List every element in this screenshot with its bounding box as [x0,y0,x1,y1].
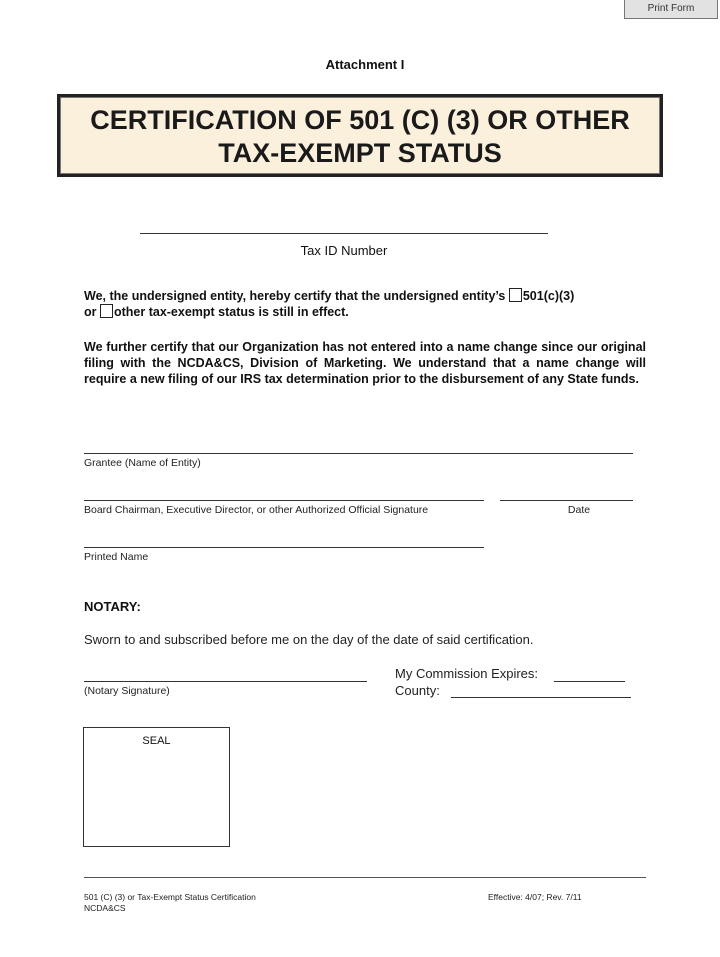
notary-signature-label: (Notary Signature) [84,685,170,697]
notary-signature-field[interactable] [84,681,367,682]
certify-text: We, the undersigned entity, hereby certify that the undersigned entity’s [84,289,509,303]
seal-box [83,727,230,847]
notary-heading: NOTARY: [84,599,141,614]
grantee-label: Grantee (Name of Entity) [84,457,201,469]
printed-name-field[interactable] [84,547,484,548]
signature-field[interactable] [84,500,484,501]
county-label: County: [395,683,440,698]
footer-form-name: 501 (C) (3) or Tax-Exempt Status Certification [84,892,256,902]
printed-name-label: Printed Name [84,551,149,563]
commission-expires-label: My Commission Expires: [395,666,539,681]
checkbox-501c3[interactable] [509,288,522,302]
commission-expires-field[interactable] [554,681,625,682]
certify-paragraph [84,288,646,320]
footer-agency: NCDA&CS [84,903,126,913]
print-form-button[interactable]: Print Form [624,0,718,19]
signature-label: Board Chairman, Executive Director, or other Authorized Official Signature [84,504,429,516]
grantee-field[interactable] [84,453,633,454]
attachment-label: Attachment I [325,57,405,72]
checkbox-501c3-label: 501(c)(3) [522,289,575,303]
checkbox-other-exempt-label: other tax-exempt status is still in effect. [113,305,349,319]
form-title-line2: TAX-EXEMPT STATUS [218,138,502,168]
tax-id-field[interactable] [140,233,548,234]
further-certify-paragraph: We further certify that our Organization has not entered into a name change since our original filing with the NCDA&CS, Division of Marketing. We understand that a name change will require a new filing of our IRS tax determination prior to the disbursement of any State funds. [84,340,646,386]
form-title-line1: CERTIFICATION OF 501 (C) (3) OR OTHER [90,105,630,135]
checkbox-other-exempt[interactable] [100,304,113,318]
footer-effective-date: Effective: 4/07; Rev. 7/11 [488,892,582,902]
date-label: Date [567,504,591,516]
county-field[interactable] [451,697,631,698]
seal-label: SEAL [142,735,171,747]
notary-sworn-text: Sworn to and subscribed before me on the day of the date of said certification. [84,632,534,647]
tax-id-label: Tax ID Number [300,243,388,258]
footer-divider [84,877,646,878]
title-box [57,94,663,177]
date-field[interactable] [500,500,633,501]
certify-or: or [84,305,100,319]
